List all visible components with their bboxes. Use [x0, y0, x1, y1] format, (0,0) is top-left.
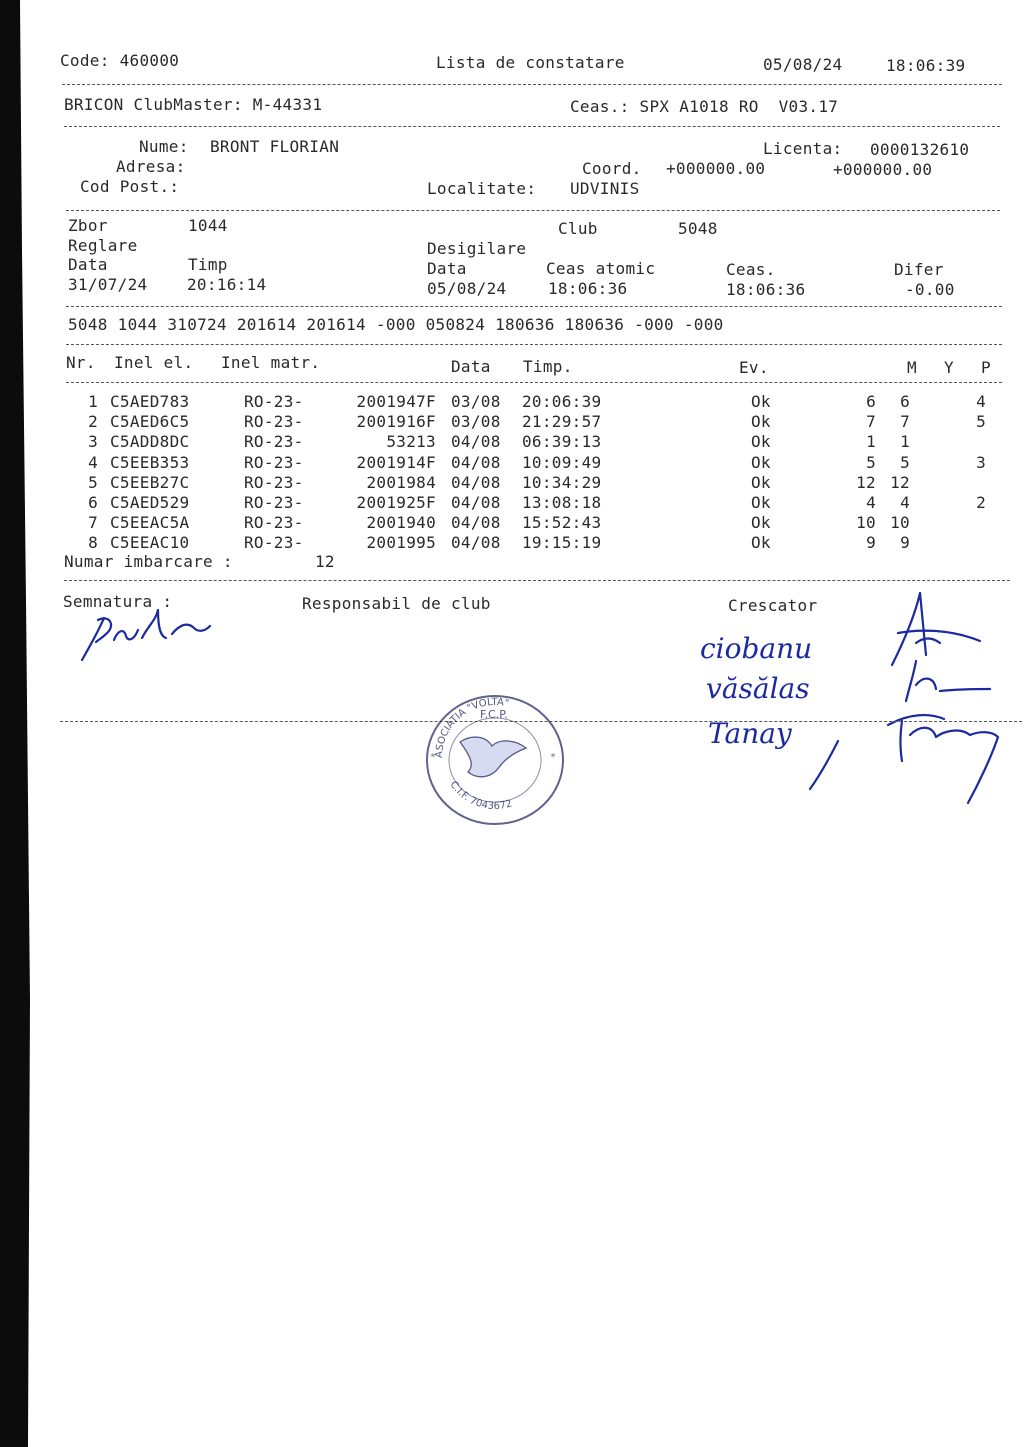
reglare-data-value: 31/07/24 — [68, 275, 148, 294]
cell-matr: 2001940 — [366, 513, 436, 533]
col-inel-matr: Inel matr. — [221, 353, 321, 372]
stamp-star-icon: * — [430, 752, 437, 763]
nume-value: BRONT FLORIAN — [210, 137, 340, 156]
cell-matr: 2001995 — [366, 533, 436, 553]
cell-ev: Ok — [751, 392, 771, 411]
dove-icon — [460, 737, 526, 777]
desig-data-value: 05/08/24 — [427, 279, 507, 298]
cell-data: 04/08 — [451, 533, 501, 553]
ceas-value: 18:06:36 — [726, 280, 806, 299]
col-m: M — [907, 358, 917, 377]
cell-nr: 3 — [88, 432, 98, 452]
cell-ev: Ok — [751, 452, 771, 472]
cell-y: 5 — [900, 452, 910, 472]
cell-nr: 2 — [88, 412, 98, 432]
cell-pre: RO-23- — [244, 412, 304, 432]
cell-m: 7 — [866, 412, 876, 432]
print-time: 18:06:39 — [886, 56, 966, 75]
cell-ev: Ok — [751, 533, 771, 553]
cell-matr: 2001916F — [356, 412, 436, 432]
divider — [64, 580, 1010, 581]
cell-data: 04/08 — [451, 472, 501, 492]
localitate-value: UDVINIS — [570, 179, 640, 198]
cell-data: 03/08 — [451, 392, 501, 411]
cell-el: C5EEAC5A — [110, 513, 190, 533]
cell-m: 4 — [866, 493, 876, 512]
difer-label: Difer — [894, 260, 944, 279]
code-line: 5048 1044 310724 201614 201614 -000 050824 180636 180636 -000 -000 — [68, 315, 724, 334]
stamp-top-text: ASOCIATIA "VOLTA" — [433, 696, 510, 759]
handwritten-name-2: văsălas — [706, 672, 810, 705]
cell-p: 5 — [976, 412, 986, 432]
adresa-label: Adresa: — [116, 157, 186, 176]
crescator-label: Crescator — [728, 596, 818, 615]
cell-m: 12 — [856, 472, 876, 492]
cell-m: 1 — [866, 432, 876, 452]
cell-timp: 19:15:19 — [522, 533, 602, 553]
coord-y: +000000.00 — [833, 160, 933, 179]
desigilare-label: Desigilare — [427, 239, 527, 258]
cell-timp: 20:06:39 — [522, 392, 602, 411]
cell-y: 9 — [900, 533, 910, 553]
cell-ev: Ok — [751, 472, 771, 492]
col-timp: Timp. — [523, 357, 573, 376]
desig-data-label: Data — [427, 259, 467, 278]
cell-pre: RO-23- — [244, 533, 304, 553]
cell-pre: RO-23- — [244, 513, 304, 533]
cell-m: 9 — [866, 533, 876, 553]
cell-ev: Ok — [751, 412, 771, 432]
licenta-label: Licenta: — [763, 139, 843, 158]
cell-nr: 7 — [88, 513, 98, 533]
cell-data: 03/08 — [451, 412, 501, 432]
print-date: 05/08/24 — [763, 55, 843, 74]
divider — [66, 382, 1002, 383]
cell-y: 10 — [890, 513, 910, 533]
semnatura-label: Semnatura : — [63, 592, 173, 611]
ceas-label: Ceas. — [726, 260, 776, 279]
cell-el: C5ADD8DC — [110, 432, 190, 452]
stamp-middle-text: F.C.P. — [480, 708, 508, 721]
club-value: 5048 — [678, 219, 718, 238]
licenta-value: 0000132610 — [870, 140, 970, 159]
reglare-label: Reglare — [68, 236, 138, 255]
association-stamp — [420, 688, 570, 828]
club-label: Club — [558, 219, 598, 238]
cell-nr: 5 — [88, 472, 98, 492]
ceas-atomic-label: Ceas atomic — [546, 259, 656, 278]
cell-data: 04/08 — [451, 513, 501, 533]
cell-pre: RO-23- — [244, 472, 304, 492]
cell-y: 4 — [900, 493, 910, 512]
cell-pre: RO-23- — [244, 452, 304, 472]
col-ev: Ev. — [739, 358, 769, 377]
cell-nr: 6 — [88, 493, 98, 512]
signature-semnatura — [76, 600, 226, 670]
cell-m: 10 — [856, 513, 876, 533]
cell-m: 5 — [866, 452, 876, 472]
svg-text:C.I.F. 7043672 — [447, 779, 513, 812]
cell-el: C5AED6C5 — [110, 412, 190, 432]
cell-pre: RO-23- — [244, 392, 304, 411]
signature-crescator — [880, 585, 1010, 815]
embark-label: Numar imbarcare : — [64, 552, 233, 571]
cell-m: 6 — [866, 392, 876, 411]
cell-pre: RO-23- — [244, 432, 304, 452]
cell-matr: 2001947F — [356, 392, 436, 411]
cell-matr: 53213 — [386, 432, 436, 452]
zbor-label: Zbor — [68, 216, 108, 235]
cell-el: C5EEB353 — [110, 452, 190, 472]
cell-data: 04/08 — [451, 493, 501, 512]
codpost-label: Cod Post.: — [80, 177, 180, 196]
difer-value: -0.00 — [905, 280, 955, 299]
cell-y: 1 — [900, 432, 910, 452]
cell-p: 3 — [976, 452, 986, 472]
cell-timp: 10:09:49 — [522, 452, 602, 472]
col-nr: Nr. — [66, 353, 96, 372]
coord-x: +000000.00 — [666, 159, 766, 178]
cell-pre: RO-23- — [244, 493, 304, 512]
cell-y: 7 — [900, 412, 910, 432]
signature-stroke — [800, 735, 850, 795]
handwritten-name-1: ciobanu — [700, 632, 813, 665]
reglare-timp-label: Timp — [188, 255, 228, 274]
divider — [66, 210, 1000, 211]
col-p: P — [981, 358, 991, 377]
divider — [66, 306, 1002, 307]
coord-label: Coord. — [582, 159, 642, 178]
cell-el: C5AED529 — [110, 493, 190, 512]
cell-nr: 1 — [88, 392, 98, 411]
cell-timp: 13:08:18 — [522, 493, 602, 512]
cell-matr: 2001925F — [356, 493, 436, 512]
cell-p: 4 — [976, 392, 986, 411]
divider — [64, 126, 1000, 127]
cell-data: 04/08 — [451, 452, 501, 472]
scan-edge-shadow — [0, 0, 30, 1447]
stamp-bottom-text: C.I.F. 7043672 — [447, 779, 514, 813]
system-id: BRICON ClubMaster: M-44331 — [64, 95, 323, 114]
cell-ev: Ok — [751, 432, 771, 452]
code-label: Code: 460000 — [60, 51, 180, 70]
col-data: Data — [451, 357, 491, 376]
cell-timp: 21:29:57 — [522, 412, 602, 432]
localitate-label: Localitate: — [427, 179, 537, 198]
col-y: Y — [944, 358, 954, 377]
cell-el: C5EEAC10 — [110, 533, 190, 553]
embark-value: 12 — [315, 552, 335, 571]
reglare-data-label: Data — [68, 255, 108, 274]
clock-id: Ceas.: SPX A1018 RO V03.17 — [570, 97, 839, 116]
cell-ev: Ok — [751, 513, 771, 533]
cell-nr: 8 — [88, 533, 98, 553]
cell-matr: 2001984 — [366, 472, 436, 492]
cell-nr: 4 — [88, 452, 98, 472]
cell-data: 04/08 — [451, 432, 501, 452]
col-inel-el: Inel el. — [114, 353, 194, 372]
cell-y: 6 — [900, 392, 910, 411]
divider — [62, 84, 1002, 85]
responsabil-label: Responsabil de club — [302, 594, 491, 613]
cell-el: C5AED783 — [110, 392, 190, 411]
cell-el: C5EEB27C — [110, 472, 190, 492]
handwritten-name-3: Tanay — [708, 717, 792, 750]
document-title: Lista de constatare — [436, 53, 625, 72]
cell-p: 2 — [976, 493, 986, 512]
stamp-star-icon: * — [550, 752, 557, 763]
ceas-atomic-value: 18:06:36 — [548, 279, 628, 298]
cell-timp: 06:39:13 — [522, 432, 602, 452]
cell-matr: 2001914F — [356, 452, 436, 472]
divider — [66, 344, 1002, 345]
cell-y: 12 — [890, 472, 910, 492]
cell-timp: 10:34:29 — [522, 472, 602, 492]
nume-label: Nume: — [139, 137, 189, 156]
reglare-timp-value: 20:16:14 — [187, 275, 267, 294]
cell-ev: Ok — [751, 493, 771, 512]
cell-timp: 15:52:43 — [522, 513, 602, 533]
zbor-value: 1044 — [188, 216, 228, 235]
